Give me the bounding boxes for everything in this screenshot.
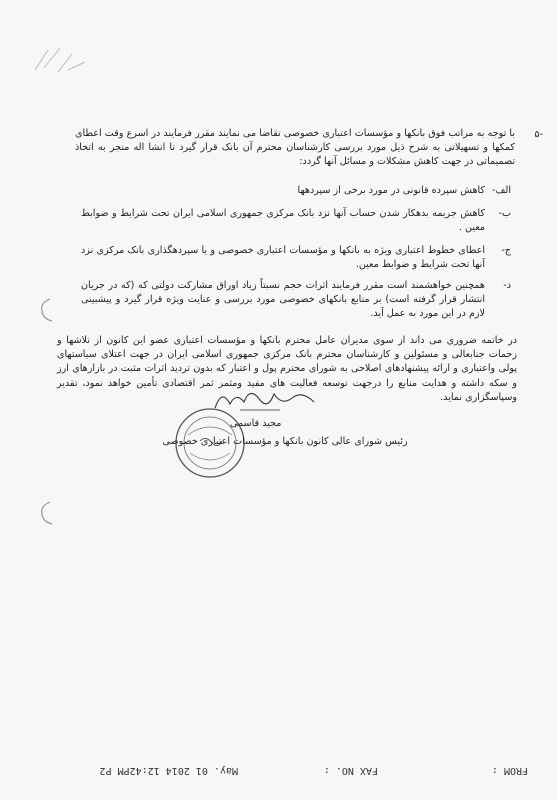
item-5-text: با توجه به مراتب فوق بانکها و مؤسسات اعتباری خصوصی تقاضا می نمایند مقرر فرمایند در اسرع وقت اعطای کمکها و تسهیلاتی به شرح ذیل مورد بررسی کارشناسان محترم آن بانک قرار گیرد تا انشا اله منجر به اتخاذ تصمیماتی در جهت کاهش مشکلات و مسائل آنها گردد: bbox=[75, 128, 515, 168]
subitem-label: الف- bbox=[492, 185, 511, 196]
margin-punch-mark bbox=[36, 498, 56, 528]
subitem-label: د- bbox=[503, 280, 511, 291]
margin-punch-mark bbox=[36, 295, 56, 325]
subitem-label: ب- bbox=[498, 208, 511, 219]
subitem-text: کاهش جریمه بدهکار شدن حساب آنها نزد بانک مرکزی جمهوری اسلامی ایران تحت شرایط و ضوابط معین . bbox=[81, 208, 485, 234]
fax-from-label: FROM : bbox=[491, 765, 528, 776]
subitem-label: ج- bbox=[501, 245, 511, 256]
fax-transmission-header bbox=[58, 760, 528, 776]
subitem-text: همچنین خواهشمند است مقرر فرمایند اثرات حجم نسبتاً زیاد اوراق مشارکت دولتی که (که در جریان انتشار قرار گرفته است) بر منابع بانکهای خصوصی مورد بررسی و عنایت ویژه قرار گیرد و پیشبینی لازم در این مورد به عمل آید. bbox=[81, 280, 485, 320]
signatory-name: مجید قاسمی bbox=[230, 418, 282, 429]
fax-datetime: May. 01 2014 12:42PM P2 bbox=[99, 765, 238, 776]
item-number: -۵ bbox=[534, 129, 543, 140]
signatory-title: رئیس شورای عالی کانون بانکها و مؤسسات اعتباری خصوصی bbox=[162, 436, 408, 447]
conclusion-paragraph: در خاتمه ضروری می داند از سوی مدیران عامل محترم بانکها و مؤسسات اعتباری عضو این کانون از تلاشها و زحمات جنابعالی و مسئولین و کارشناسان محترم بانک مرکزی جمهوری اسلامی ایران در جهت اعتلای سیاستهای پولی واعتباری و ارائه پیشنهادهای اصلاحی به شورای محترم پول و اعتبار که بدون تردید اثرات مثبت در بازارهای ارز و سکه داشته و هدایت منابع را درجهت توسعه فعالیت های مفید ومثمر ثمر اقتصادی تأمین خواهد نمود، تقدیر وسپاسگزاری نماید. bbox=[57, 335, 517, 403]
subitem-text: کاهش سپرده قانونی در مورد برخی از سپردهها bbox=[297, 185, 485, 196]
margin-scribble bbox=[30, 40, 90, 80]
subitem-text: اعطای خطوط اعتباری ویژه به بانکها و مؤسسات اعتباری خصوصی و یا سپردهگذاری بانک مرکزی نزد آنها تحت شرایط و ضوابط معین. bbox=[81, 245, 485, 271]
fax-number-label: FAX NO. : bbox=[323, 765, 378, 776]
